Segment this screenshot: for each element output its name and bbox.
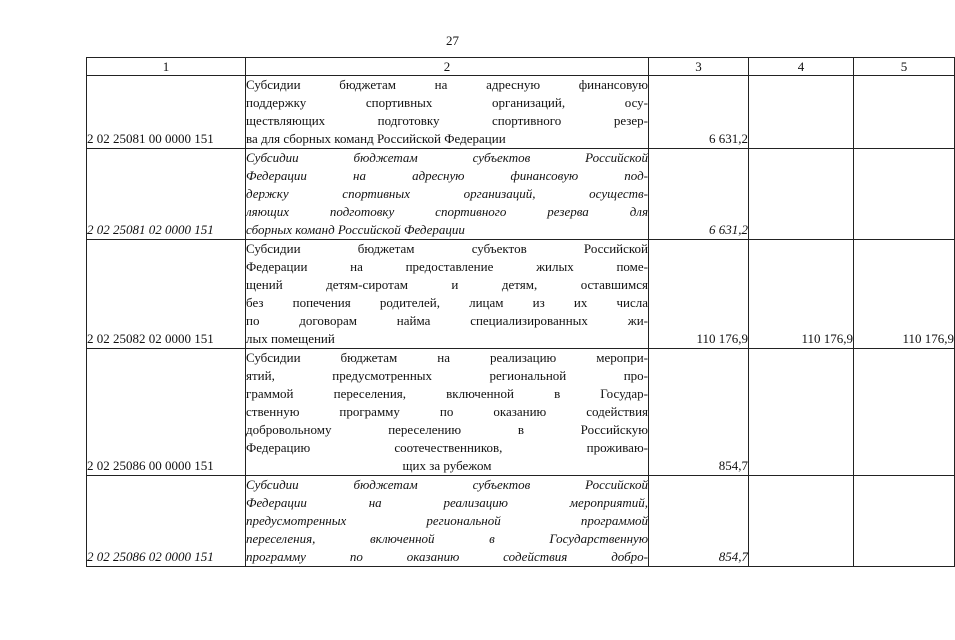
budget-code: 2 02 25081 02 0000 151	[87, 149, 246, 240]
amount-col3: 6 631,2	[649, 76, 749, 149]
name-line: ва для сборных команд Российской Федерации	[246, 131, 506, 146]
page-number: 27	[446, 33, 459, 48]
budget-code: 2 02 25086 00 0000 151	[87, 349, 246, 476]
name-line: граммой переселения, включенной в Государ-	[246, 386, 648, 401]
column-header-1: 1	[87, 58, 246, 76]
amount-col3: 854,7	[649, 349, 749, 476]
amount-col5	[854, 149, 955, 240]
name-line: Федерации на адресную финансовую под-	[246, 168, 648, 183]
revenue-name	[246, 349, 649, 476]
amount-col5	[854, 76, 955, 149]
name-line: лых помещений	[246, 331, 335, 346]
amount-col5	[854, 349, 955, 476]
name-line: Федерацию соотечественников, проживаю-	[246, 440, 648, 455]
amount-col4: 110 176,9	[749, 240, 854, 349]
name-line: предусмотренных региональной программой	[246, 513, 648, 528]
name-line: ществляющих подготовку спортивного резер-	[246, 113, 648, 128]
amount-col4	[749, 149, 854, 240]
name-line: сборных команд Российской Федерации	[246, 222, 465, 237]
column-header-4: 4	[749, 58, 854, 76]
table-row	[87, 240, 955, 349]
revenue-name	[246, 240, 649, 349]
revenue-name	[246, 476, 649, 567]
name-line: ляющих подготовку спортивного резерва для	[246, 204, 648, 219]
name-line: Субсидии бюджетам субъектов Российской	[246, 150, 648, 165]
name-line: Субсидии бюджетам субъектов Российской	[246, 241, 648, 256]
column-header-5: 5	[854, 58, 955, 76]
name-line: поддержку спортивных организаций, осу-	[246, 95, 648, 110]
amount-col4	[749, 476, 854, 567]
name-line: держку спортивных организаций, осуществ-	[246, 186, 648, 201]
revenue-name	[246, 76, 649, 149]
budget-code: 2 02 25082 02 0000 151	[87, 240, 246, 349]
revenue-name	[246, 149, 649, 240]
table-row	[87, 349, 955, 476]
amount-col3: 854,7	[649, 476, 749, 567]
table-row	[87, 149, 955, 240]
amount-col4	[749, 76, 854, 149]
budget-code: 2 02 25086 02 0000 151	[87, 476, 246, 567]
name-line: Субсидии бюджетам субъектов Российской	[246, 477, 648, 492]
amount-col5	[854, 476, 955, 567]
name-line: Федерации на предоставление жилых поме-	[246, 259, 648, 274]
name-line: Субсидии бюджетам на реализацию меропри-	[246, 350, 648, 365]
amount-col5: 110 176,9	[854, 240, 955, 349]
amount-col4	[749, 349, 854, 476]
column-header-2: 2	[246, 58, 649, 76]
name-line: без попечения родителей, лицам из их числа	[246, 295, 648, 310]
name-line: добровольному переселению в Российскую	[246, 422, 648, 437]
name-line: Субсидии бюджетам на адресную финансовую	[246, 77, 648, 92]
name-line: Федерации на реализацию мероприятий,	[246, 495, 648, 510]
header-row	[87, 58, 955, 76]
table-row	[87, 476, 955, 567]
revenue-table	[86, 57, 955, 567]
name-line: ственную программу по оказанию содействия	[246, 404, 648, 419]
name-line: по договорам найма специализированных жи-	[246, 313, 648, 328]
name-line: щих за рубежом	[402, 458, 492, 473]
amount-col3: 110 176,9	[649, 240, 749, 349]
column-header-3: 3	[649, 58, 749, 76]
name-line: переселения, включенной в Государственную	[246, 531, 648, 546]
name-line: щений детям-сиротам и детям, оставшимся	[246, 277, 648, 292]
name-line: программу по оказанию содействия добро-	[246, 549, 648, 564]
budget-code: 2 02 25081 00 0000 151	[87, 76, 246, 149]
amount-col3: 6 631,2	[649, 149, 749, 240]
table-row	[87, 76, 955, 149]
name-line: ятий, предусмотренных региональной про-	[246, 368, 648, 383]
